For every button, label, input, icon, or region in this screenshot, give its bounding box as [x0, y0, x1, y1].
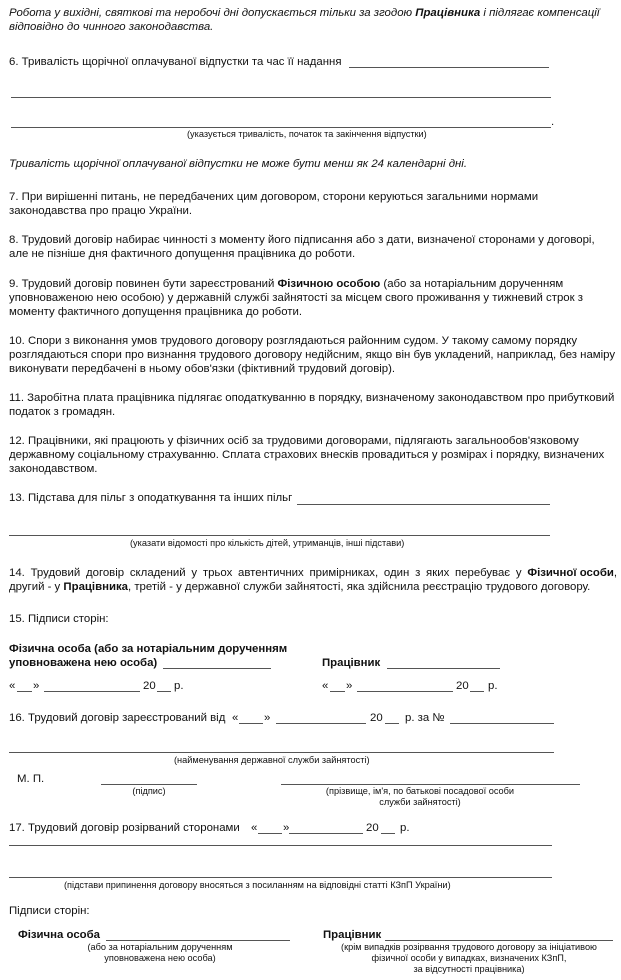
section-16-date-close: » — [264, 712, 271, 724]
section-10-line-1: 10. Спори з виконання умов трудового договору розглядаються районним судом. У такому самому порядку — [9, 335, 578, 347]
section-15-left-year-blank[interactable] — [157, 691, 171, 692]
section-16-caption-signature: (підпис) — [132, 786, 166, 796]
section-12-line-3: законодавством. — [9, 463, 98, 475]
intro-text-end: і підлягає компенсації — [480, 7, 600, 19]
section-13-blank-1[interactable] — [297, 504, 550, 505]
section-10-line-3: виконувати передбачені в ньому обов'язки (фіктивний трудовий договір). — [9, 363, 396, 375]
intro-text: Робота у вихідні, святкові та неробочі дні допускається тільки за згодою — [9, 7, 416, 19]
final-left-caption-1: (або за нотаріальним дорученням — [87, 942, 233, 952]
section-15-left-label-1: Фізична особа (або за нотаріальним дорученням — [9, 643, 288, 655]
section-10-line-2: розглядаються спори про визнання трудового договору недійсним, якщо він був укладений, наприклад, без наміру — [9, 349, 616, 361]
final-right-label: Працівник — [323, 929, 382, 941]
section-15-right-year-blank[interactable] — [470, 691, 484, 692]
section-15-right-day-blank[interactable] — [330, 691, 345, 692]
section-15-right-month-blank[interactable] — [357, 691, 453, 692]
intro-line-2: відповідно до чинного законодавства. — [9, 21, 214, 33]
section-6-note: Тривалість щорічної оплачуваної відпустки не може бути менш як 24 календарні дні. — [9, 158, 467, 170]
section-15-left-label-2: уповноважена нею особа) — [9, 657, 158, 669]
section-15-left-year-suffix: р. — [174, 680, 184, 692]
section-15-right-date-open: « — [322, 680, 329, 692]
section-15-right-date-close: » — [346, 680, 353, 692]
section-17-month-blank[interactable] — [289, 833, 363, 834]
section-17-year-suffix: р. — [400, 822, 410, 834]
section-13-caption: (указати відомості про кількість дітей, утриманців, інші підстави) — [130, 538, 405, 548]
section-16-month-blank[interactable] — [276, 723, 366, 724]
section-15-left-date-close: » — [33, 680, 40, 692]
section-6-blank-1[interactable] — [349, 67, 549, 68]
section-13-blank-2[interactable] — [9, 535, 550, 536]
section-14-text-2: другий - у — [9, 581, 64, 593]
section-16-caption-service: (найменування державної служби зайнятості) — [174, 755, 370, 765]
section-17-year-blank[interactable] — [381, 833, 395, 834]
section-6-blank-2[interactable] — [11, 97, 551, 98]
section-15-right-year-prefix: 20 — [456, 680, 469, 692]
section-16-day-blank[interactable] — [239, 723, 263, 724]
section-15-left-signature-line[interactable] — [163, 668, 271, 669]
section-14-line-2 — [9, 580, 590, 594]
section-16-number-blank[interactable] — [450, 723, 554, 724]
section-13-text: 13. Підстава для пільг з оподаткування та інших пільг — [9, 492, 293, 504]
section-7-line-2: законодавства про працю України. — [9, 205, 193, 217]
final-right-caption-1: (крім випадків розірвання трудового договору за ініціативою — [341, 942, 597, 952]
section-8-line-1: 8. Трудовий договір набирає чинності з моменту його підписання або з дати, визначеної сторонами у договорі, — [9, 234, 595, 246]
final-left-label: Фізична особа — [18, 929, 101, 941]
final-left-caption-2: уповноважена нею особа) — [104, 953, 216, 963]
section-17-date-open: « — [251, 822, 258, 834]
section-17-caption: (підстави припинення договору вносяться з посиланням на відповідні статті КЗпП України) — [64, 880, 451, 890]
section-17-date-close: » — [283, 822, 290, 834]
section-14-line-1 — [9, 566, 619, 580]
final-signatures-title: Підписи сторін: — [9, 905, 90, 917]
section-11-line-2: податок з громадян. — [9, 406, 116, 418]
section-11-line-1: 11. Заробітна плата працівника підлягає оподаткуванню в порядку, визначеному законодавством про прибутковий — [9, 392, 615, 404]
section-15-right-year-suffix: р. — [488, 680, 498, 692]
section-14-comma: , — [613, 567, 618, 579]
final-right-signature-line[interactable] — [385, 940, 613, 941]
final-left-signature-line[interactable] — [106, 940, 290, 941]
section-12-line-2: державному соціальному страхуванню. Сплата страхових внесків провадиться у розмірах і порядку, визначених — [9, 449, 605, 461]
section-16-signature-blank[interactable] — [101, 784, 197, 785]
section-6-blank-3[interactable] — [11, 127, 551, 128]
section-14-bold-worker: Працівника — [63, 581, 128, 593]
section-15-left-month-blank[interactable] — [44, 691, 140, 692]
section-6-end-mark: . — [551, 116, 555, 128]
section-7-line-1: 7. При вирішенні питань, не передбачених цим договором, сторони керуються загальними нормами — [9, 191, 539, 203]
final-right-caption-2: фізичної особи у випадках, визначених КЗпП, — [371, 953, 567, 963]
section-9-line-3: моменту фактичного допущення працівника до роботи. — [9, 306, 303, 318]
section-17-reason-blank-1[interactable] — [9, 845, 552, 846]
section-6-caption: (указується тривалість, початок та закінчення відпустки) — [187, 129, 427, 139]
section-16-official-name-blank[interactable] — [281, 784, 580, 785]
intro-bold-worker: Працівника — [415, 7, 481, 19]
section-15-left-date-open: « — [9, 680, 16, 692]
section-16-service-blank[interactable] — [9, 752, 554, 753]
section-6-text: 6. Тривалість щорічної оплачуваної відпустки та час її надання — [9, 56, 342, 68]
section-14-text-3: , третій - у державної служби зайнятості, яка здійснила реєстрацію трудового договору. — [128, 581, 591, 593]
section-17-reason-blank-2[interactable] — [9, 877, 552, 878]
section-16-text: 16. Трудовий договір зареєстрований від — [9, 712, 226, 724]
section-15-left-day-blank[interactable] — [17, 691, 32, 692]
section-16-caption-name-1: (прізвище, ім'я, по батькові посадової особи — [325, 786, 515, 796]
section-12-line-1: 12. Працівники, які працюють у фізичних осіб за трудовими договорами, підлягають загальнообов'язковому — [9, 435, 579, 447]
section-16-date-open: « — [232, 712, 239, 724]
section-16-seal: М. П. — [17, 773, 45, 785]
section-9-line-2: уповноваженою нею особою) у державній службі зайнятості за місцем свого проживання у тижневий строк з — [9, 292, 583, 304]
section-14-bold-person: Фізичної особи — [527, 567, 614, 579]
section-15-left-year-prefix: 20 — [143, 680, 156, 692]
section-16-caption-name-2: служби зайнятості) — [379, 797, 461, 807]
section-16-year-prefix: 20 — [370, 712, 383, 724]
section-17-day-blank[interactable] — [258, 833, 282, 834]
section-15-title: 15. Підписи сторін: — [9, 613, 109, 625]
section-15-right-signature-line[interactable] — [387, 668, 500, 669]
section-17-text: 17. Трудовий договір розірваний сторонами — [9, 822, 240, 834]
section-15-right-label: Працівник — [322, 657, 381, 669]
intro-paragraph — [9, 6, 599, 20]
section-8-line-2: але не пізніше дня фактичного допущення працівника до роботи. — [9, 248, 356, 260]
final-right-caption-3: за відсутності працівника) — [413, 964, 525, 974]
section-9-bold-person: Фізичною особою — [277, 278, 381, 290]
section-14-text: 14. Трудовий договір складений у трьох автентичних примірниках, один з яких перебуває у — [9, 567, 528, 579]
section-16-year-blank[interactable] — [385, 723, 399, 724]
section-17-year-prefix: 20 — [366, 822, 379, 834]
section-16-year-suffix: р. за № — [405, 712, 445, 724]
section-9-line-1 — [9, 277, 563, 291]
section-9-text-end: (або за нотаріальним дорученням — [380, 278, 564, 290]
section-9-text: 9. Трудовий договір повинен бути зареєстрований — [9, 278, 278, 290]
